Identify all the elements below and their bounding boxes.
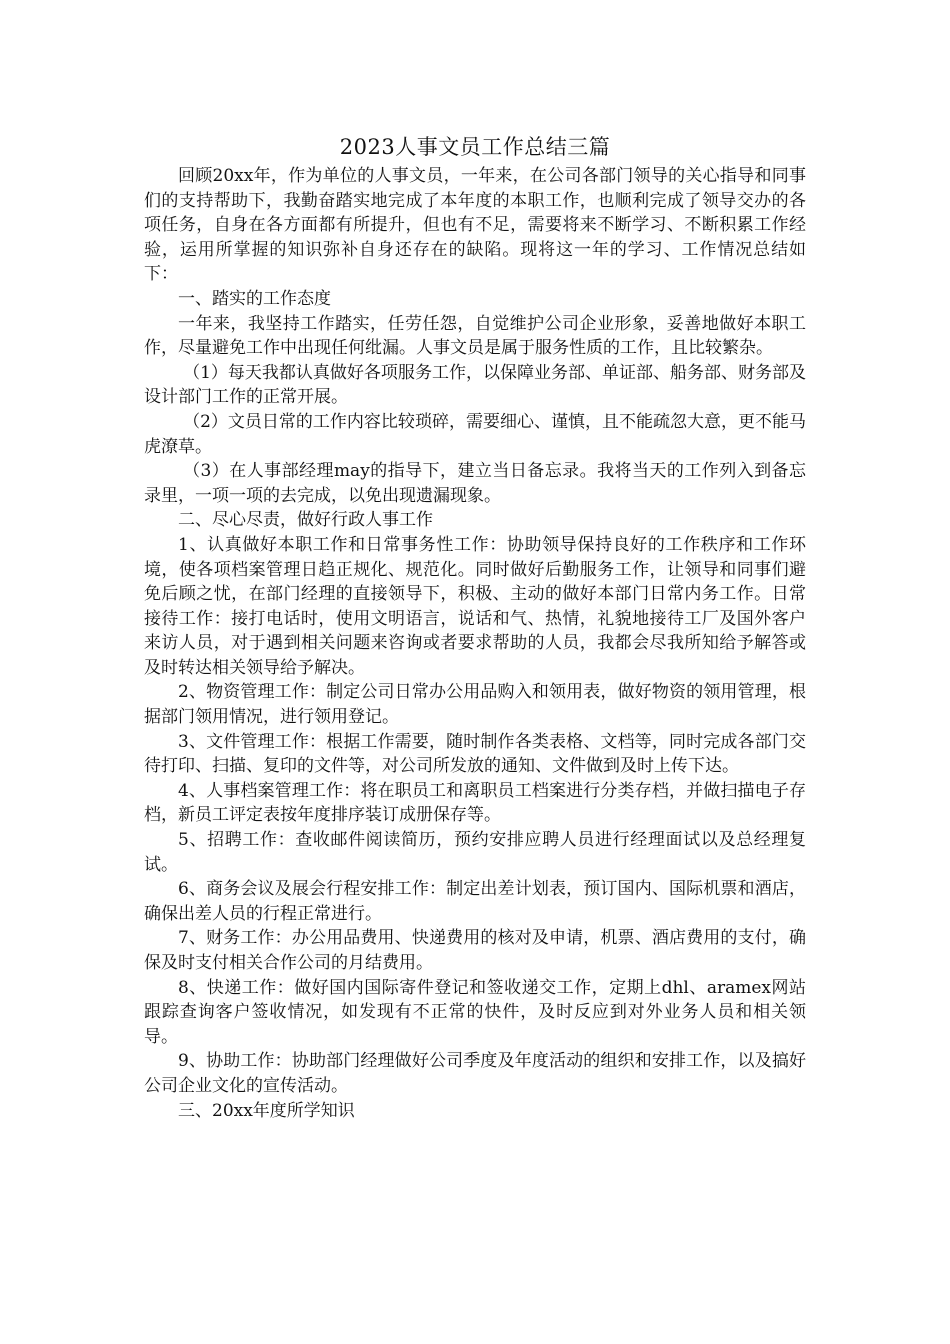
paragraph-work-attitude: 一年来，我坚持工作踏实，任劳任怨，自觉维护公司企业形象，妥善地做好本职工作，尽量避免工作中出现任何纰漏。人事文员是属于服务性质的工作，且比较繁杂。 — [144, 313, 806, 359]
numbered-item-3: 3、文件管理工作：根据工作需要，随时制作各类表格、文档等，同时完成各部门交待打印、扫描、复印的文件等，对公司所发放的通知、文件做到及时上传下达。 — [144, 731, 806, 777]
list-item-3: （3）在人事部经理may的指导下，建立当日备忘录。我将当天的工作列入到备忘录里，一项一项的去完成，以免出现遗漏现象。 — [144, 461, 806, 506]
numbered-item-6: 6、商务会议及展会行程安排工作：制定出差计划表，预订国内、国际机票和酒店，确保出差人员的行程正常进行。 — [144, 879, 806, 924]
numbered-item-5: 5、招聘工作：查收邮件阅读简历，预约安排应聘人员进行经理面试以及总经理复试。 — [144, 830, 806, 875]
section-heading-3: 三、20xx年度所学知识 — [178, 1100, 355, 1121]
document-title: 2023人事文员工作总结三篇 — [339, 135, 611, 159]
numbered-item-7: 7、财务工作：办公用品费用、快递费用的核对及申请，机票、酒店费用的支付，确保及时支付相关合作公司的月结费用。 — [144, 928, 806, 973]
list-item-2: （2）文员日常的工作内容比较琐碎，需要细心、谨慎，且不能疏忽大意，更不能马虎潦草。 — [144, 411, 806, 457]
numbered-item-1: 1、认真做好本职工作和日常事务性工作：协助领导保持良好的工作秩序和工作环境，使各项档案管理日趋正规化、规范化。同时做好后勤服务工作，让领导和同事们避免后顾之忧，在部门经理的直接领导下，积极、主动的做好本部门日常内务工作。日常接待工作：接打电话时，使用文明语言，说话和气、热情，礼貌地接待工厂及国外客户来访人员，对于遇到相关问题来咨询或者要求帮助的人员，我都会尽我所知给予解答或及时转达相关领导给予解决。 — [144, 534, 806, 678]
numbered-item-4: 4、人事档案管理工作：将在职员工和离职员工档案进行分类存档，并做扫描电子存档，新员工评定表按年度排序装订成册保存等。 — [144, 780, 806, 826]
section-heading-2: 二、尽心尽责，做好行政人事工作 — [178, 510, 433, 531]
numbered-item-8: 8、快递工作：做好国内国际寄件登记和签收递交工作，定期上dhl、aramex网站跟踪查询客户签收情况，如发现有不正常的快件，及时反应到对外业务人员和相关领导。 — [144, 977, 806, 1047]
numbered-item-9: 9、协助工作：协助部门经理做好公司季度及年度活动的组织和安排工作，以及搞好公司企业文化的宣传活动。 — [144, 1051, 806, 1096]
list-item-1: （1）每天我都认真做好各项服务工作，以保障业务部、单证部、船务部、财务部及设计部门工作的正常开展。 — [144, 362, 806, 408]
document-page — [144, 130, 806, 1123]
section-heading-1: 一、踏实的工作态度 — [178, 288, 331, 309]
numbered-item-2: 2、物资管理工作：制定公司日常办公用品购入和领用表，做好物资的领用管理，根据部门领用情况，进行领用登记。 — [144, 682, 806, 728]
intro-paragraph: 回顾20xx年，作为单位的人事文员，一年来，在公司各部门领导的关心指导和同事们的支持帮助下，我勤奋踏实地完成了本年度的本职工作，也顺利完成了领导交办的各项任务，自身在各方面都有所提升，但也有不足，需要将来不断学习、不断积累工作经验，运用所掌握的知识弥补自身还存在的缺陷。现将这一年的学习、工作情况总结如下： — [144, 166, 806, 285]
